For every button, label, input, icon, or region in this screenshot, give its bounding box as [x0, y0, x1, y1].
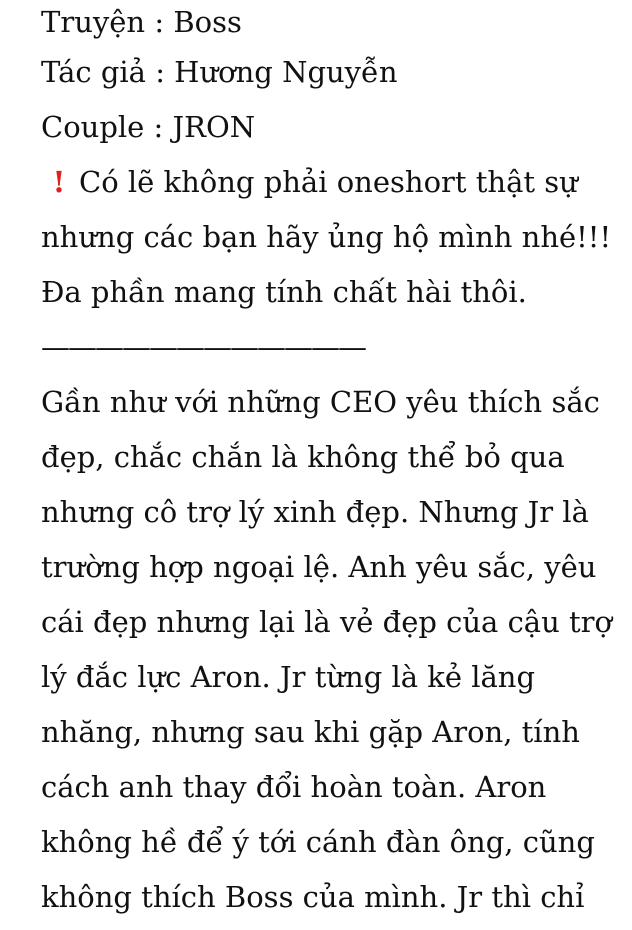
author-line: Tác giả : Hương Nguyễn	[41, 55, 398, 89]
story-line-10: không thích Boss của mình. Jr thì chỉ	[41, 880, 585, 914]
story-title-line: Truyện : Boss	[41, 5, 242, 39]
notice-line-3: Đa phần mang tính chất hài thôi.	[41, 275, 527, 309]
story-line-7: nhăng, nhưng sau khi gặp Aron, tính	[41, 715, 580, 749]
story-line-9: không hề để ý tới cánh đàn ông, cũng	[41, 825, 595, 859]
story-line-2: đẹp, chắc chắn là không thể bỏ qua	[41, 440, 565, 474]
story-line-3: nhưng cô trợ lý xinh đẹp. Nhưng Jr là	[41, 495, 589, 529]
notice-line-2: nhưng các bạn hãy ủng hộ mình nhé!!!	[41, 220, 612, 254]
story-line-1: Gần như với những CEO yêu thích sắc	[41, 385, 600, 419]
story-document	[41, 0, 621, 930]
notice-line-1	[41, 160, 621, 215]
exclamation-icon: !	[52, 165, 66, 199]
story-line-4: trường hợp ngoại lệ. Anh yêu sắc, yêu	[41, 550, 597, 584]
story-line-5: cái đẹp nhưng lại là vẻ đẹp của cậu trợ	[41, 605, 612, 639]
story-line-6: lý đắc lực Aron. Jr từng là kẻ lăng	[41, 660, 536, 694]
notice-text-1: Có lẽ không phải oneshort thật sự	[79, 165, 578, 199]
story-line-8: cách anh thay đổi hoàn toàn. Aron	[41, 770, 547, 804]
section-divider: ————————————	[41, 330, 365, 364]
couple-line: Couple : JRON	[41, 110, 256, 144]
